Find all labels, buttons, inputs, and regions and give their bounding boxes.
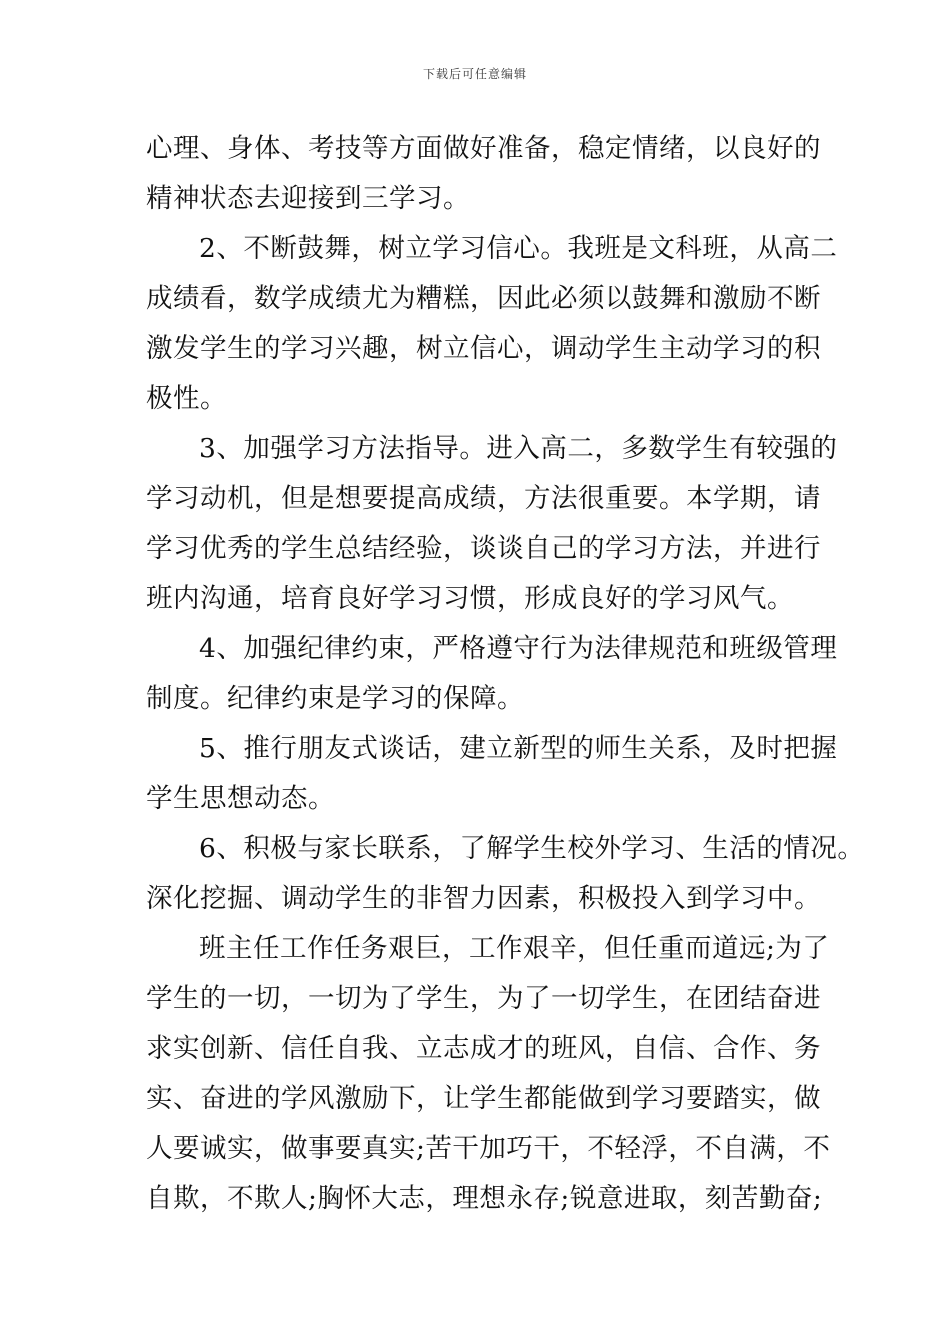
text-line: 精神状态去迎接到三学习。: [146, 183, 470, 214]
paragraph-start-line: 班主任工作任务艰巨，工作艰辛，但任重而道远;为了: [199, 933, 830, 964]
page-header: 下载后可任意编辑: [422, 67, 527, 81]
paragraph-start-line: 3、加强学习方法指导。进入高二，多数学生有较强的: [199, 433, 838, 464]
text-line: 求实创新、信任自我、立志成才的班风，自信、合作、务: [146, 1033, 821, 1064]
text-line: 人要诚实，做事要真实;苦干加巧干，不轻浮，不自满，不: [146, 1133, 831, 1164]
text-line: 实、奋进的学风激励下，让学生都能做到学习要踏实，做: [146, 1083, 821, 1114]
text-line: 激发学生的学习兴趣，树立信心，调动学生主动学习的积: [146, 333, 821, 364]
text-line: 班内沟通，培育良好学习习惯，形成良好的学习风气。: [146, 583, 794, 614]
text-line: 自欺，不欺人;胸怀大志，理想永存;锐意进取，刻苦勤奋;: [146, 1183, 823, 1214]
document-body: [146, 124, 865, 1224]
text-line: 学习动机，但是想要提高成绩，方法很重要。本学期，请: [146, 483, 821, 514]
paragraph-start-line: 4、加强纪律约束，严格遵守行为法律规范和班级管理: [199, 633, 838, 664]
text-line: 学习优秀的学生总结经验，谈谈自己的学习方法，并进行: [146, 533, 821, 564]
text-line: 学生的一切，一切为了学生，为了一切学生，在团结奋进: [146, 983, 821, 1014]
text-line: 极性。: [146, 383, 227, 414]
text-line: 心理、身体、考技等方面做好准备，稳定情绪，以良好的: [146, 133, 821, 164]
text-line: 深化挖掘、调动学生的非智力因素，积极投入到学习中。: [146, 883, 821, 914]
paragraph-start-line: 2、不断鼓舞，树立学习信心。我班是文科班，从高二: [199, 233, 838, 264]
text-line: 成绩看，数学成绩尤为糟糕，因此必须以鼓舞和激励不断: [146, 283, 821, 314]
paragraph-start-line: 5、推行朋友式谈话，建立新型的师生关系，及时把握: [199, 733, 838, 764]
text-line: 学生思想动态。: [146, 783, 335, 814]
text-line: 制度。纪律约束是学习的保障。: [146, 683, 524, 714]
paragraph-start-line: 6、积极与家长联系，了解学生校外学习、生活的情况。: [199, 833, 865, 864]
